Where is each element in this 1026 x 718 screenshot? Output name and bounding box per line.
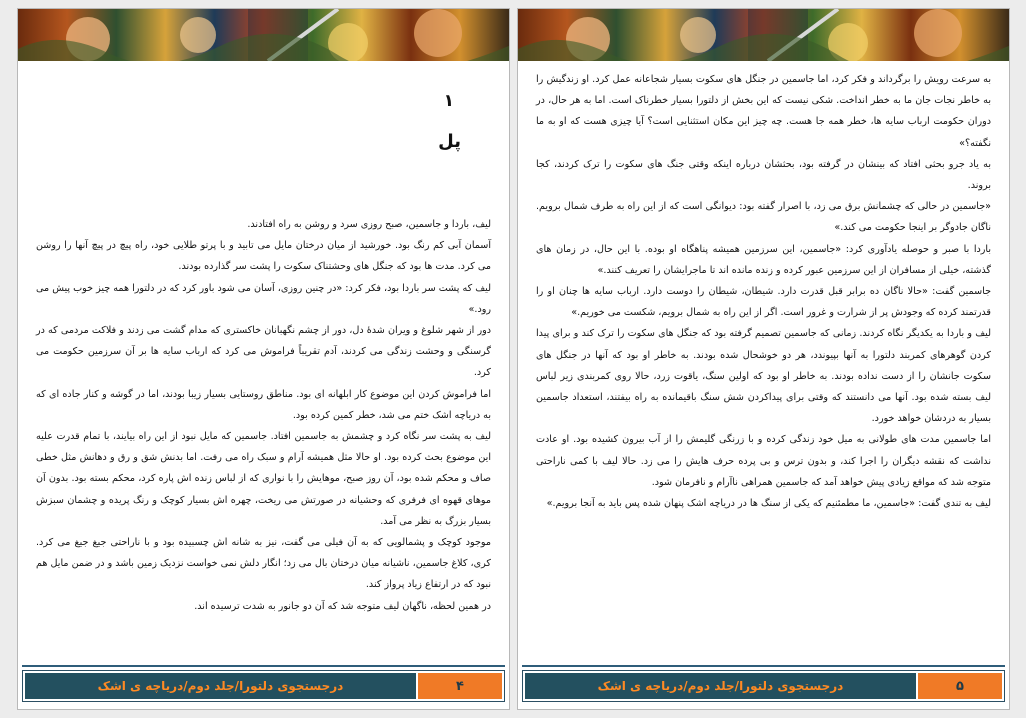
paragraph: دور از شهر شلوغ و ویران شدهٔ دل، دور از چشم نگهبانان خاکستری که مدام گشت می زدند و فلاکت مردمی که در گرسنگی و وحشت زندگی می کردند، آدم تقریباً فراموش می کرد که ارباب سایه ها بر آن سرزمین حکومت می کرد.	[36, 325, 491, 379]
paragraph: لیف به تندی گفت: «جاسمین، ما مطمئنیم که یکی از سنگ ها در دریاچه اشک پنهان شده پس باید به آنجا برویم.»	[546, 498, 991, 510]
paragraph: اما جاسمین مدت های طولانی به میل خود زندگی کرده و با زرنگی گلیمش را از آب بیرون کشیده بود. او عادت نداشت که نقشه دیگران را اجرا کند، و بدون ترس و بی پرده حرف هایش را می زد. حالا لیف با کمی ناراحتی متوجه شد که مواقع زیادی پیش خواهد آمد که جاسمین همراهی ناآرام و نافرمان شود.	[536, 434, 991, 488]
footer-divider	[522, 665, 1005, 667]
paragraph: لیف و باردا به یکدیگر نگاه کردند. زمانی که جاسمین تصمیم گرفته بود که جنگل های سکوت را ترک کند و برای پیدا کردن گوهرهای کمربند دلتورا به آنها بپیوندد، هر دو خوشحال شده بودند. به خاطر او بود که آنها در جنگل های سکوت جانشان را از دست نداده بودند. به خاطر او بود که اولین سنگ، یاقوت زرد، حالا روی کمربندی زیر لباس لیف بسته شده بود. آنها می دانستند که وقتی برای پیداکردن شش سنگ باقیمانده به راه بیفتند، استعداد جاسمین بسیار به دردشان خواهد خورد.	[536, 328, 991, 425]
paragraph: لیف به پشت سر نگاه کرد و چشمش به جاسمین افتاد. جاسمین که مایل نبود از این راه بیایند، با تمام قدرت علیه این موضوع بحث کرده بود. او حالا مثل همیشه آرام و سبک راه می رفت. اما بدنش شق و رق و دهانش مثل خطی صاف و محکم شده بود، آن روز صبح، موهایش را با نواری که از لباس زنده اش پاره کرد، محکم بسته بود. بدون آن موهای قهوه ای فرفری که وحشیانه در صورتش می ریخت، چهره اش بسیار کوچک و رنگ پریده و چشمان سبزش بسیار بزرگ به نظر می آمد.	[36, 431, 491, 527]
paragraph: به یاد جرو بحثی افتاد که بینشان در گرفته بود، بحثشان درباره اینکه وقتی جنگ های سکوت را ترک کردند، کجا بروند.	[536, 158, 991, 192]
paragraph: به سرعت رویش را برگرداند و فکر کرد، اما جاسمین در جنگل های سکوت بسیار شجاعانه عمل کرد. او زندگیش را به خاطر نجات جان ما به خطر انداخت. شکی نیست که این بخش از دلتورا بسیار خطرناک است. اما به هر حال، در دوران حکومت ارباب سایه ها، خطر همه جا هست. چه چیز این مکان استثنایی است؟ آیا چیزی هست که او به ما نگفته؟»	[536, 74, 991, 149]
right-page	[517, 8, 1010, 710]
paragraph: در همین لحظه، ناگهان لیف متوجه شد که آن دو جانور به شدت ترسیده اند.	[194, 600, 491, 612]
header-banner-image	[18, 9, 509, 61]
paragraph: لیف که پشت سر باردا بود، فکر کرد: «در چنین روزی، آسان می شود باور کرد که در دلتورا همه چیز خوب پیش می رود.»	[36, 282, 491, 315]
right-page-text	[536, 69, 991, 659]
banner-artwork	[518, 9, 1009, 61]
left-page	[17, 8, 510, 710]
paragraph: جاسمین گفت: «حالا ناگان ده برابر قبل قدرت دارد. شیطان، شیطان را دوست دارد. ارباب سایه ها چنان او را قدرتمند کرده که وجودش پر از شرارت و غرور است. اگر از این راه به شمال برویم، شکست می خوریم.»	[536, 286, 991, 319]
header-banner-image	[518, 9, 1009, 61]
chapter-number: ۱	[443, 91, 454, 111]
paragraph: اما فراموش کردن این موضوع کار ابلهانه ای بود. مناطق روستایی بسیار زیبا بودند، اما در گوشه و کنار جاده ای که به دریاچه اشک ختم می شد، خطر کمین کرده بود.	[36, 388, 491, 421]
page-number: ۵	[918, 673, 1002, 699]
page-footer	[22, 670, 505, 702]
left-page-text	[36, 214, 491, 659]
banner-artwork	[18, 9, 509, 61]
page-number: ۴	[418, 673, 502, 699]
paragraph: آسمان آبی کم رنگ بود. خورشید از میان درختان مایل می تابید و با پرتو طلایی خود، راه پیچ در پیچ آنها را روشن می کرد. مدت ها بود که جنگل های وحشتناک سکوت را پشت سر گذارده بودند.	[36, 240, 491, 273]
footer-divider	[22, 665, 505, 667]
paragraph: «جاسمین در حالی که چشمانش برق می زد، با اصرار گفته بود: دیوانگی است که از این راه به طرف شمال برویم. ناگان جادوگر بر اینجا حکومت می کند.»	[536, 201, 991, 234]
paragraph: باردا با صبر و حوصله یادآوری کرد: «جاسمین، این سرزمین همیشه پناهگاه او بوده. با این حال، در زمان های گذشته، خیلی از مسافران از این سرزمین عبور کرده و زنده مانده اند تا ماجرایشان را تعریف کنند.»	[536, 243, 991, 276]
chapter-title: پل	[438, 131, 461, 152]
footer-book-title: درجستجوی دلتورا/جلد دوم/دریاچه ی اشک	[525, 673, 916, 699]
paragraph: موجود کوچک و پشمالویی که به آن فیلی می گفت، نیز به شانه اش چسبیده بود و با ناراحتی جیغ جیغ می کرد. کری، کلاغ جاسمین، ناشیانه میان درختان بال می زد؛ انگار دلش نمی خواست نزدیک زمین باشد و در ضمن مایل هم نبود که در ارتفاع زیاد پرواز کند.	[36, 537, 491, 591]
paragraph: لیف، باردا و جاسمین، صبح روزی سرد و روشن به راه افتادند.	[247, 219, 491, 230]
footer-book-title: درجستجوی دلتورا/جلد دوم/دریاچه ی اشک	[25, 673, 416, 699]
page-footer	[522, 670, 1005, 702]
